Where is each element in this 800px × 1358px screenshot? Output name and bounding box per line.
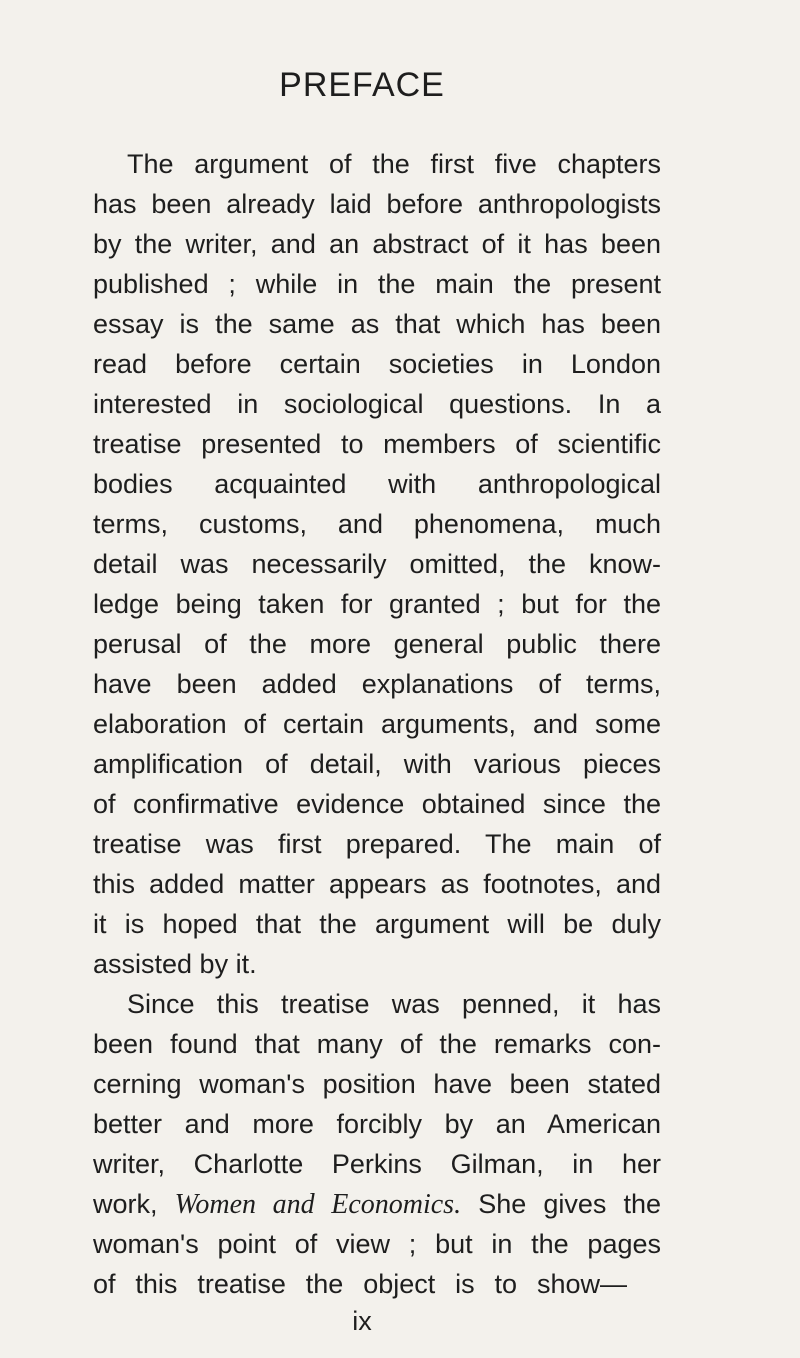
book-title-italic: Women and Economics. [174, 1189, 462, 1220]
text-line-14: have been added explanations of terms, [93, 669, 661, 699]
line27-before: work, [93, 1189, 158, 1219]
text-line-10: terms, customs, and phenomena, much [93, 509, 661, 539]
text-line-12: ledge being taken for granted ; but for the [93, 589, 661, 619]
text-line-11: detail was necessarily omitted, the know- [93, 549, 661, 579]
text-line-4: published ; while in the main the present [93, 269, 661, 299]
text-line-23: been found that many of the remarks con- [93, 1029, 661, 1059]
text-line-27 [93, 1186, 661, 1223]
text-line-28: woman's point of view ; but in the pages [93, 1229, 661, 1259]
text-line-19: this added matter appears as footnotes, and [93, 869, 661, 899]
text-line-6: read before certain societies in London [93, 349, 661, 379]
text-line-5: essay is the same as that which has been [93, 309, 661, 339]
page-title: PREFACE [279, 66, 445, 104]
text-line-2: has been already laid before anthropologists [93, 189, 661, 219]
text-line-21: assisted by it. [93, 949, 257, 979]
text-line-15: elaboration of certain arguments, and some [93, 709, 661, 739]
text-line-13: perusal of the more general public there [93, 629, 661, 659]
text-line-16: amplification of detail, with various pieces [93, 749, 661, 779]
text-line-22: Since this treatise was penned, it has [127, 989, 661, 1019]
text-line-24: cerning woman's position have been stated [93, 1069, 661, 1099]
page-number: ix [352, 1306, 372, 1336]
text-line-18: treatise was first prepared. The main of [93, 829, 661, 859]
text-line-17: of confirmative evidence obtained since the [93, 789, 661, 819]
text-line-1: The argument of the first five chapters [127, 149, 661, 179]
text-line-8: treatise presented to members of scientific [93, 429, 661, 459]
text-line-25: better and more forcibly by an American [93, 1109, 661, 1139]
text-line-3: by the writer, and an abstract of it has been [93, 229, 661, 259]
text-line-9: bodies acquainted with anthropological [93, 469, 661, 499]
text-line-26: writer, Charlotte Perkins Gilman, in her [93, 1149, 661, 1179]
line27-after: She gives the [478, 1189, 661, 1219]
text-line-20: it is hoped that the argument will be duly [93, 909, 661, 939]
text-line-7: interested in sociological questions. In a [93, 389, 661, 419]
text-line-29: of this treatise the object is to show— [93, 1269, 627, 1299]
